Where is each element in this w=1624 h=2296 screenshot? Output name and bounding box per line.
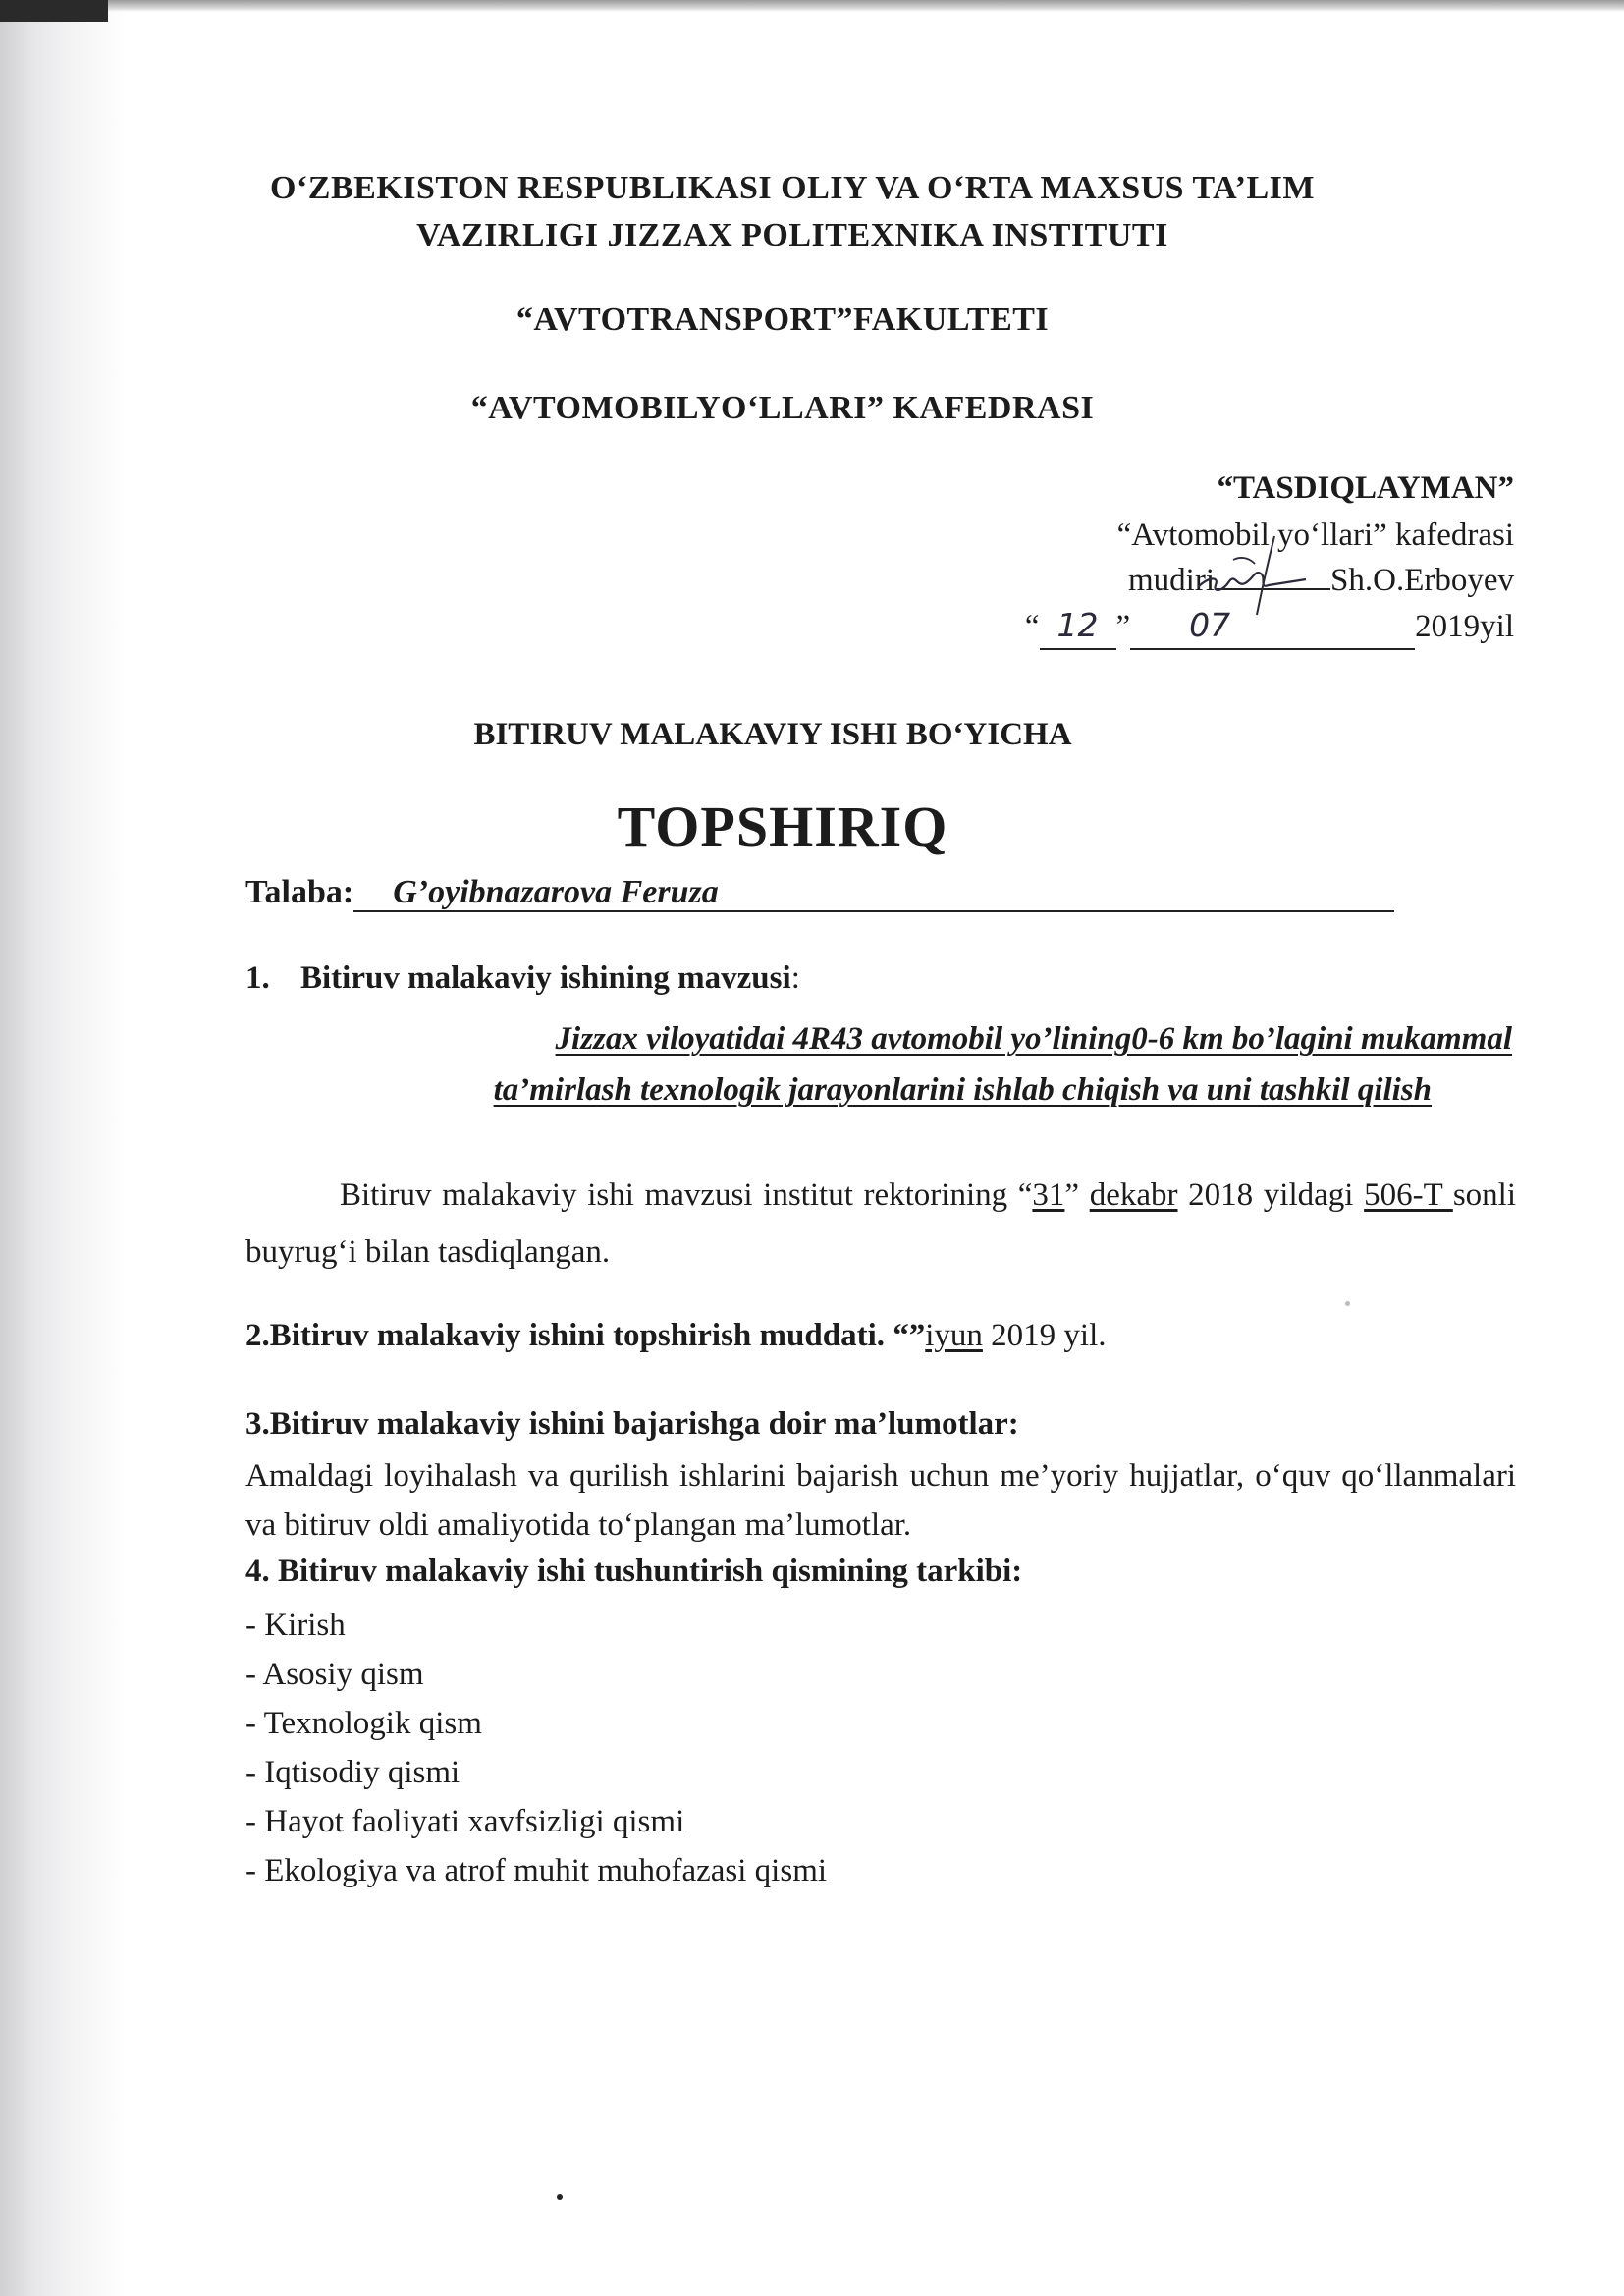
order-day: 31 bbox=[1032, 1177, 1065, 1213]
approval-head-name: Sh.O.Erboyev bbox=[1330, 563, 1514, 598]
section-2-month: iyun bbox=[925, 1318, 983, 1353]
section-1-label: Bitiruv malakaviy ishining mavzusi bbox=[300, 960, 791, 996]
faculty-name: “AVTOTRANSPORT”FAKULTETI bbox=[515, 301, 1050, 338]
student-line bbox=[245, 874, 1394, 912]
document-subtitle: BITIRUV MALAKAVIY ISHI BO‘YICHA bbox=[473, 717, 1072, 752]
order-text-b: ” bbox=[1064, 1177, 1090, 1213]
document-title: TOPSHIRIQ bbox=[617, 794, 948, 858]
topic-line-1 bbox=[245, 1021, 1512, 1058]
order-number: 506-T bbox=[1364, 1177, 1453, 1213]
section-1-number: 1. bbox=[245, 960, 270, 996]
handwritten-signature bbox=[1159, 530, 1316, 619]
section-2-quotes: “” bbox=[885, 1318, 926, 1353]
ministry-line-1: O‘ZBEKISTON RESPUBLIKASI OLIY VA O‘RTA MAXSUS TA’LIM bbox=[270, 170, 1315, 206]
order-text-a: Bitiruv malakaviy ishi mavzusi institut rektorining “ bbox=[340, 1177, 1033, 1213]
section-3-text: Amaldagi loyihalash va qurilish ishlarini bajarish uchun me’yoriy hujjatlar, o‘quv qo‘llanmalari va bitiruv oldi amaliyotida to‘plangan ma’lumotlar. bbox=[245, 1458, 1516, 1543]
date-month: 07 bbox=[1189, 606, 1231, 644]
scan-dot bbox=[557, 2194, 563, 2200]
ministry-line-2: VAZIRLIGI JIZZAX POLITEXNIKA INSTITUTI bbox=[416, 217, 1168, 253]
list-item: - Texnologik qism bbox=[245, 1706, 482, 1741]
date-close-quote: ” bbox=[1115, 609, 1131, 644]
student-label: Talaba: bbox=[245, 874, 354, 910]
topic-line-2 bbox=[245, 1072, 1432, 1109]
scan-speck bbox=[1345, 1301, 1350, 1306]
list-item: - Ekologiya va atrof muhit muhofazasi qismi bbox=[245, 1853, 828, 1888]
scan-corner-mark bbox=[0, 0, 108, 22]
order-text-c: 2018 yildagi bbox=[1177, 1177, 1365, 1213]
order-text-d: sonli buyrug‘i bilan tasdiqlangan. bbox=[245, 1177, 1516, 1270]
approval-title: “TASDIQLAYMAN” bbox=[1217, 470, 1514, 506]
topic-line-2-text: ta’mirlash texnologik jarayonlarini ishlab chiqish va uni tashkil qilish bbox=[493, 1072, 1432, 1108]
date-open-quote: “ bbox=[1024, 609, 1040, 644]
page-edge-shadow bbox=[0, 0, 128, 2296]
date-year: 2019yil bbox=[1415, 609, 1514, 644]
list-item: - Hayot faoliyati xavfsizligi qismi bbox=[245, 1804, 685, 1839]
student-name: G’oyibnazarova Feruza bbox=[353, 875, 1394, 912]
approval-department-line: “Avtomobil yo‘llari” kafedrasi bbox=[1116, 518, 1514, 553]
department-name: “AVTOMOBILYO‘LLARI” KAFEDRASI bbox=[470, 390, 1095, 426]
section-4-heading: 4. Bitiruv malakaviy ishi tushuntirish qismining tarkibi: bbox=[245, 1554, 1023, 1589]
section-2-label: 2.Bitiruv malakaviy ishini topshirish muddati. bbox=[245, 1318, 885, 1353]
order-paragraph bbox=[245, 1167, 1516, 1281]
contents-list bbox=[245, 1601, 827, 1895]
section-2-line bbox=[245, 1318, 1107, 1354]
section-3-heading: 3.Bitiruv malakaviy ishini bajarishga doir ma’lumotlar: bbox=[245, 1406, 1019, 1442]
scan-top-border bbox=[0, 0, 1624, 12]
list-item: - Asosiy qism bbox=[245, 1657, 424, 1692]
list-item: - Iqtisodiy qismi bbox=[245, 1755, 460, 1790]
section-1-colon: : bbox=[790, 960, 800, 996]
section-2-year: 2019 yil. bbox=[982, 1318, 1107, 1353]
date-day-field bbox=[1040, 603, 1116, 650]
section-1-heading bbox=[245, 960, 800, 997]
approval-head-prefix: mudiri bbox=[1128, 563, 1216, 598]
date-day: 12 bbox=[1056, 606, 1099, 644]
order-month: dekabr bbox=[1089, 1177, 1178, 1213]
list-item: - Kirish bbox=[245, 1608, 346, 1643]
topic-line-1-text: Jizzax viloyatidai 4R43 avtomobil yo’lining0-6 km bo’lagini mukammal bbox=[555, 1021, 1512, 1057]
